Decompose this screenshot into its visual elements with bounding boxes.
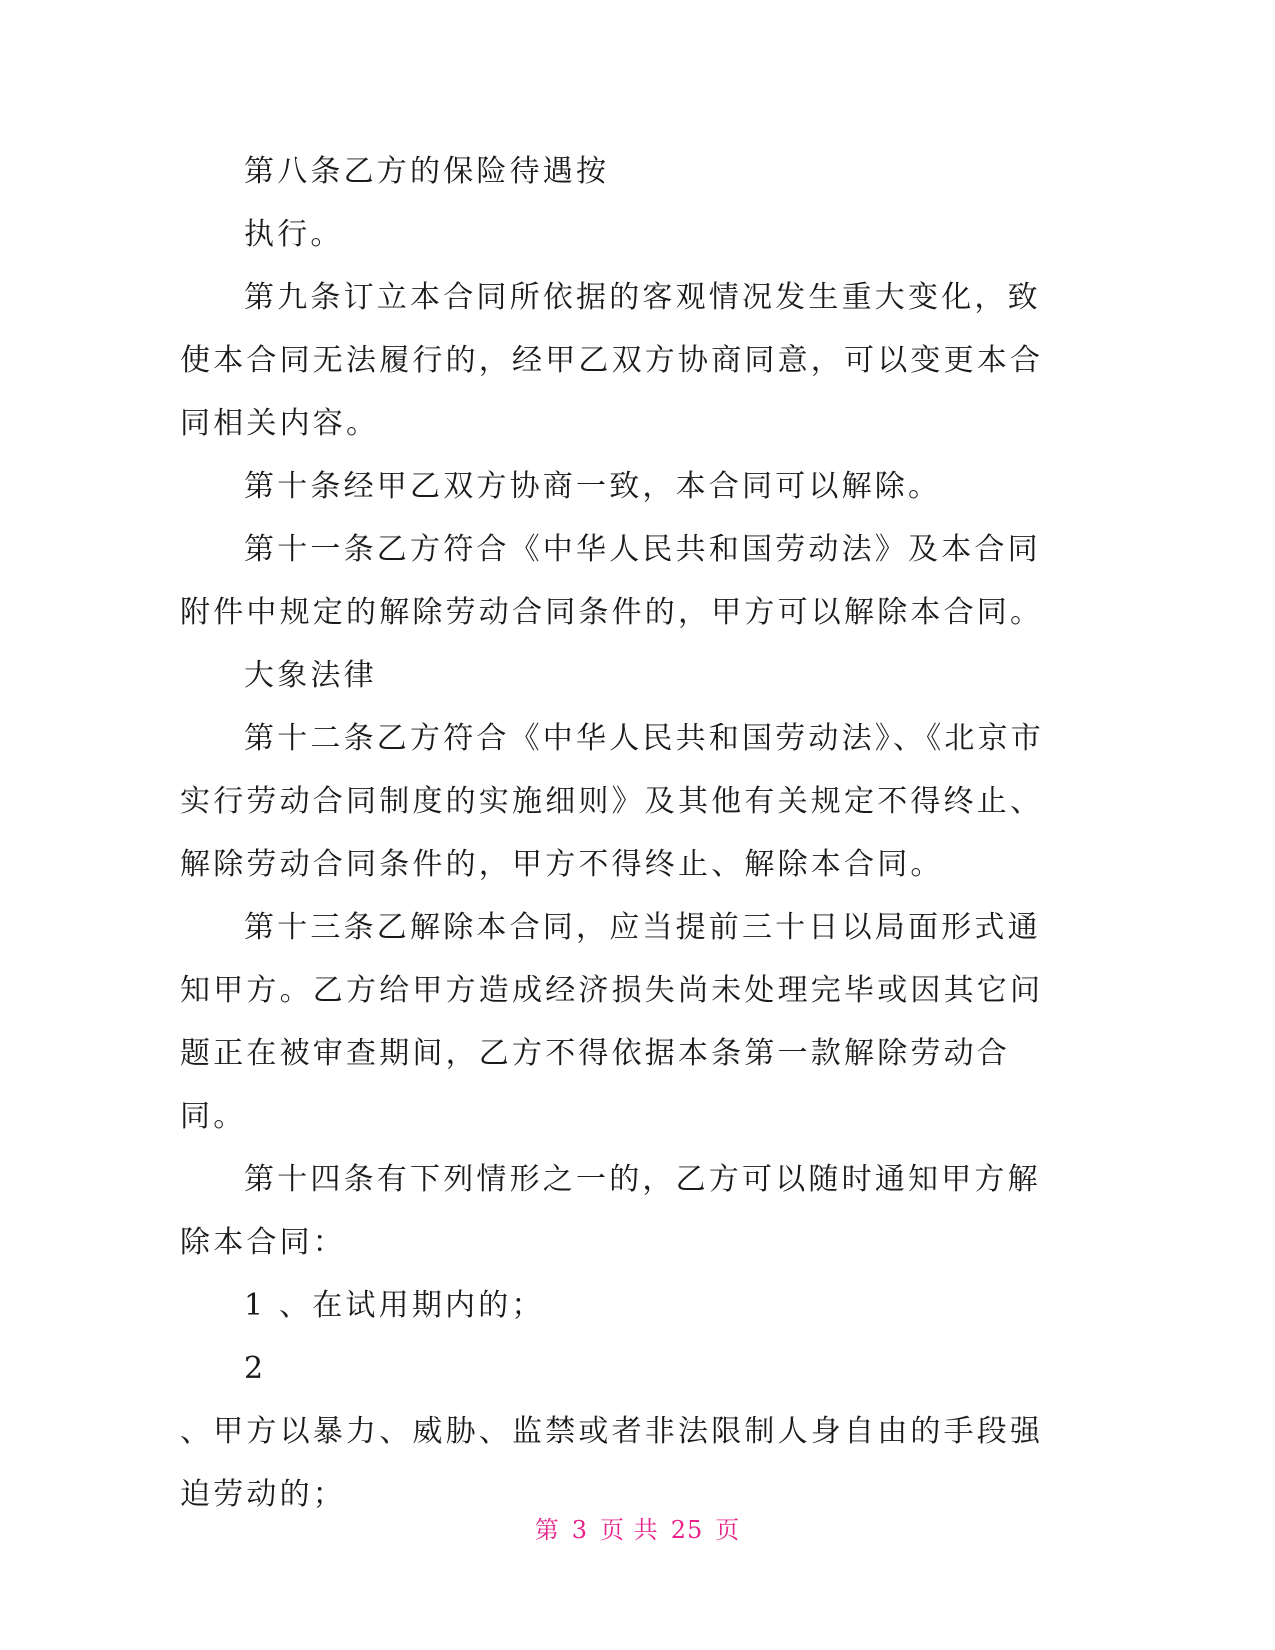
paragraph-article-12: 第十二条乙方符合《中华人民共和国劳动法》、《北京市实行劳动合同制度的实施细则》及其他有关规定不得终止、解除劳动合同条件的，甲方不得终止、解除本合同。 bbox=[180, 721, 1044, 882]
footer-suffix: 页 bbox=[715, 1516, 741, 1544]
footer-prefix: 第 bbox=[534, 1516, 560, 1544]
paragraph-watermark-text: 大象法律 bbox=[244, 658, 377, 693]
paragraph-article-10: 第十条经甲乙双方协商一致，本合同可以解除。 bbox=[244, 469, 942, 504]
list-item-1: 1 、在试用期内的； bbox=[244, 1288, 545, 1323]
footer-current-page: 3 bbox=[571, 1516, 589, 1544]
paragraph-article-13: 第十三条乙解除本合同，应当提前三十日以局面形式通知甲方。乙方给甲方造成经济损失尚未处理完毕或因其它问题正在被审查期间，乙方不得依据本条第一款解除劳动合同。 bbox=[180, 910, 1044, 1134]
list-item-2-text: 、甲方以暴力、威胁、监禁或者非法限制人身自由的手段强迫劳动的； bbox=[180, 1414, 1044, 1512]
footer-total-pages: 25 bbox=[670, 1516, 704, 1544]
footer-middle: 页 共 bbox=[600, 1516, 659, 1544]
paragraph-execute: 执行。 bbox=[244, 217, 344, 252]
document-body bbox=[180, 140, 1050, 1526]
paragraph-article-9: 第九条订立本合同所依据的客观情况发生重大变化，致使本合同无法履行的，经甲乙双方协商同意，可以变更本合同相关内容。 bbox=[180, 280, 1044, 441]
paragraph-article-11: 第十一条乙方符合《中华人民共和国劳动法》及本合同附件中规定的解除劳动合同条件的，甲方可以解除本合同。 bbox=[180, 532, 1044, 630]
paragraph-article-14: 第十四条有下列情形之一的，乙方可以随时通知甲方解除本合同： bbox=[180, 1162, 1041, 1260]
paragraph-article-8: 第八条乙方的保险待遇按 bbox=[244, 154, 610, 189]
list-item-2-number: 2 bbox=[244, 1351, 267, 1386]
page-footer bbox=[0, 1510, 1275, 1545]
